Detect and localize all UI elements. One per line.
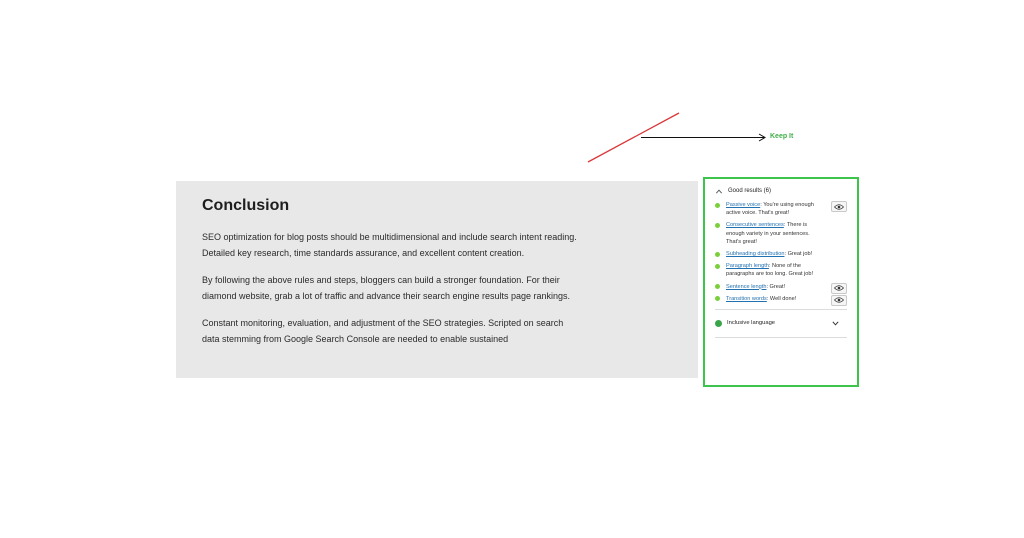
- subheading-distribution-link[interactable]: Subheading distribution: [726, 251, 785, 258]
- inclusive-language-label: Inclusive language: [727, 320, 776, 327]
- readability-analysis-panel: [703, 177, 859, 387]
- sentence-length-link[interactable]: Sentence length: [726, 283, 767, 290]
- conclusion-heading: Conclusion: [202, 197, 290, 214]
- good-status-dot-icon: [715, 264, 720, 269]
- highlight-sentence-length-button[interactable]: [831, 283, 847, 294]
- result-item: Subheading distribution: Great job!: [715, 250, 847, 258]
- transition-words-link[interactable]: Transition words: [726, 295, 767, 302]
- eye-icon: [834, 297, 844, 303]
- result-item: Consecutive sentences: There is enough variety in your sentences. That's great!: [715, 221, 847, 246]
- eye-icon: [834, 204, 844, 210]
- good-status-dot-icon: [715, 296, 720, 301]
- good-results-toggle[interactable]: [715, 184, 847, 198]
- article-paragraph: By following the above rules and steps, bloggers can build a stronger foundation. For their diamond website, grab a lot of traffic and advance their search engine results page rankings.: [202, 275, 571, 301]
- article-paragraph: SEO optimization for blog posts should be multidimensional and include search intent reading. Detailed key research, time standards assurance, and excellent content creation.: [202, 232, 577, 258]
- result-item: Transition words: Well done!: [715, 295, 847, 303]
- eye-icon: [834, 285, 844, 291]
- result-item: Sentence length: Great!: [715, 283, 847, 291]
- chevron-down-icon: [832, 321, 839, 326]
- good-status-dot-icon: [715, 223, 720, 228]
- result-item: Passive voice: You're using enough active voice. That's great!: [715, 201, 847, 217]
- paragraph-length-link[interactable]: Paragraph length: [726, 263, 769, 270]
- good-status-dot-icon: [715, 203, 720, 208]
- section-divider: [715, 337, 847, 338]
- good-results-heading: Good results (6): [728, 188, 772, 194]
- good-status-dot-icon: [715, 252, 720, 257]
- consecutive-sentences-link[interactable]: Consecutive sentences: [726, 222, 784, 229]
- section-divider: [715, 309, 847, 310]
- highlight-passive-voice-button[interactable]: [831, 201, 847, 212]
- article-paragraph: Constant monitoring, evaluation, and adjustment of the SEO strategies. Scripted on search data stemming from Google Search Console are needed to enable sustained: [202, 318, 564, 344]
- highlight-transition-words-button[interactable]: [831, 295, 847, 306]
- article-excerpt: [176, 181, 698, 378]
- chevron-up-icon: [715, 189, 723, 194]
- smiley-icon: [715, 320, 722, 327]
- result-item: Paragraph length: None of the paragraphs are too long. Great job!: [715, 262, 847, 278]
- good-status-dot-icon: [715, 284, 720, 289]
- passive-voice-link[interactable]: Passive voice: [726, 202, 761, 208]
- inclusive-language-toggle[interactable]: [715, 316, 847, 330]
- keep-it-label: Keep It: [770, 133, 794, 140]
